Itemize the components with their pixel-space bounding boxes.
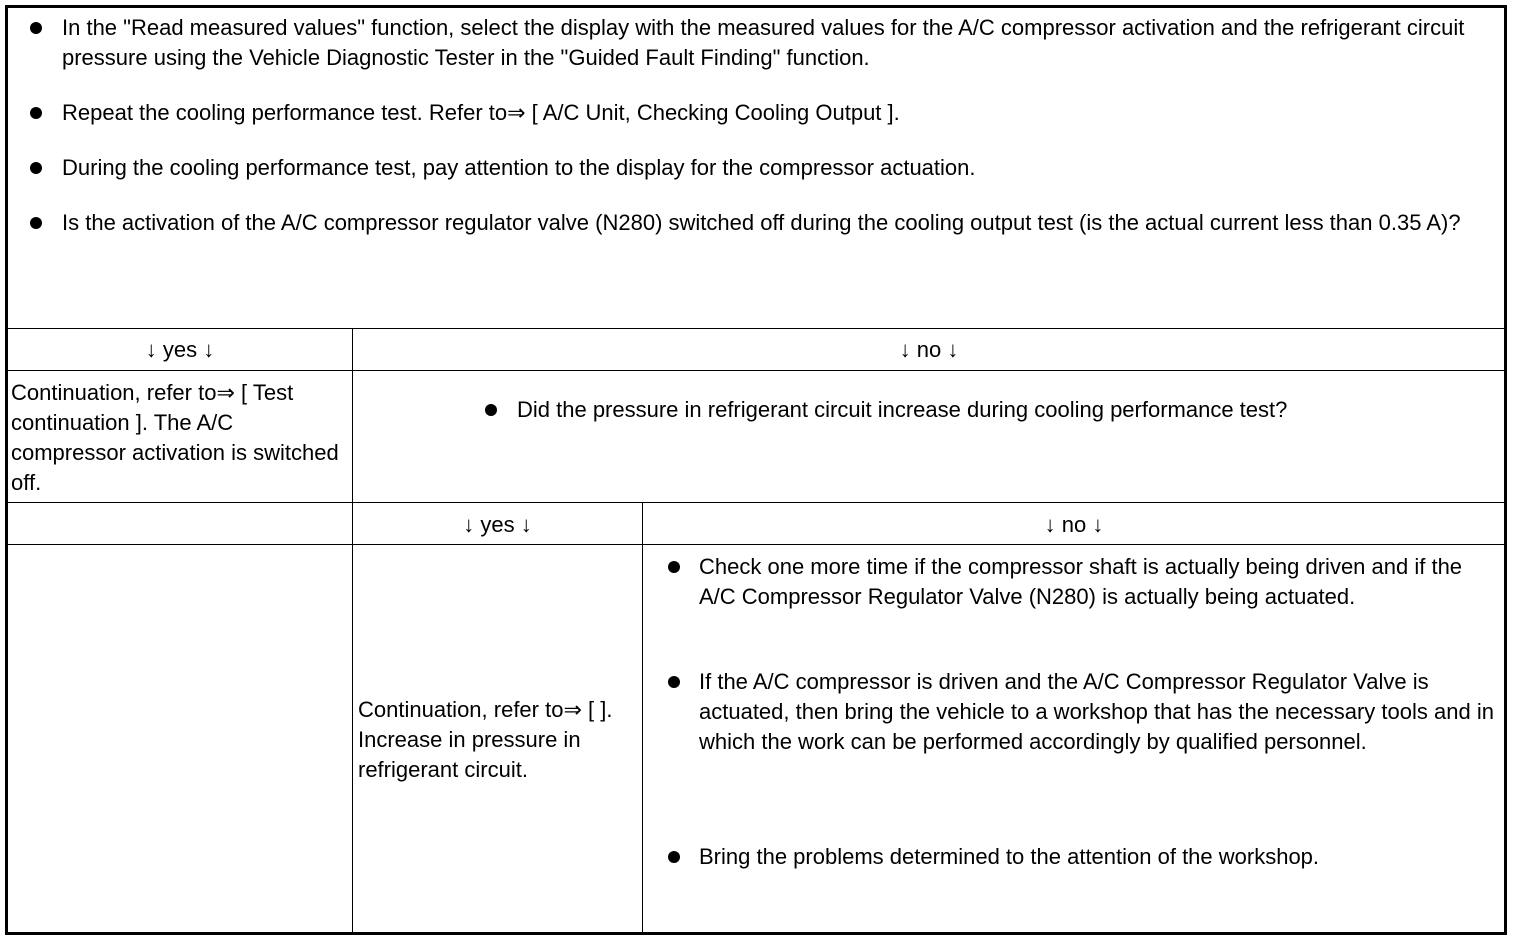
row1-yes-label: ↓ yes ↓: [145, 337, 215, 362]
bullet-icon: [30, 217, 42, 229]
row1-no-label: ↓ no ↓: [899, 337, 959, 362]
bullet-icon: [30, 162, 42, 174]
row2-yes-label: ↓ yes ↓: [463, 512, 532, 537]
rule-row2-label-bottom: [8, 544, 1505, 545]
rule-row2-top: [8, 502, 1505, 503]
col-divider-2: [642, 502, 643, 932]
bullet-icon: [30, 22, 42, 34]
row2-yes-text: Continuation, refer to⇒ [ ]. Increase in pressure in refrigerant circuit.: [358, 697, 613, 782]
row2-no-label: ↓ no ↓: [1044, 512, 1104, 537]
bullet-icon: [485, 404, 497, 416]
bullet-icon: [668, 676, 680, 688]
bullet-icon: [30, 107, 42, 119]
rule-row1-top: [8, 328, 1505, 329]
bullet-icon: [668, 851, 680, 863]
col-divider-1: [352, 328, 353, 932]
row1-yes-text: Continuation, refer to⇒ [ Test continuation ]. The A/C compressor activation is switched off.: [11, 380, 339, 495]
rule-row1-label-bottom: [8, 370, 1505, 371]
bullet-icon: [668, 561, 680, 573]
